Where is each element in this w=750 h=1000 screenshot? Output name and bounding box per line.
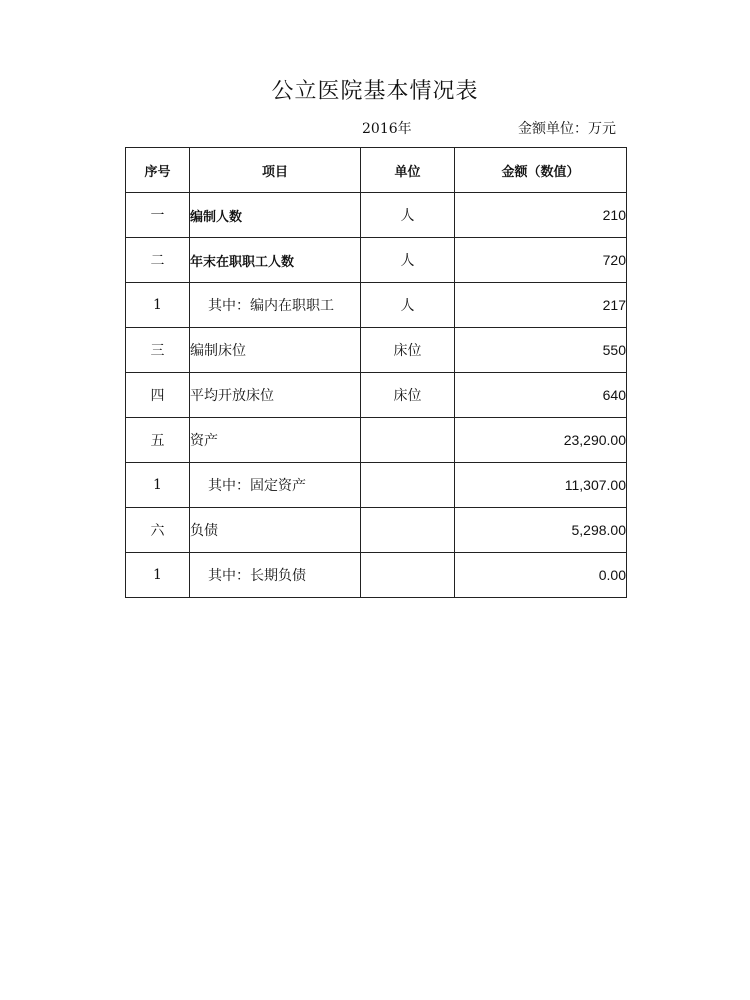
row-unit — [361, 418, 455, 463]
row-item: 编制床位 — [190, 328, 361, 373]
row-unit — [361, 508, 455, 553]
table-row — [126, 418, 627, 463]
row-amount: 550 — [455, 328, 627, 373]
row-seq: 六 — [126, 508, 190, 553]
table-row — [126, 193, 627, 238]
row-seq: 1 — [126, 283, 190, 328]
row-item: 负债 — [190, 508, 361, 553]
row-seq: 1 — [126, 553, 190, 598]
row-unit: 人 — [361, 193, 455, 238]
table-row — [126, 508, 627, 553]
table-header-row — [126, 148, 627, 193]
row-seq: 1 — [126, 463, 190, 508]
row-seq: 二 — [126, 238, 190, 283]
header-amount: 金额（数值） — [455, 148, 627, 193]
table-row — [126, 373, 627, 418]
row-amount: 11,307.00 — [455, 463, 627, 508]
row-seq: 三 — [126, 328, 190, 373]
row-unit — [361, 463, 455, 508]
row-amount: 640 — [455, 373, 627, 418]
row-amount: 5,298.00 — [455, 508, 627, 553]
row-amount: 217 — [455, 283, 627, 328]
row-item: 其中：固定资产 — [190, 463, 361, 508]
row-unit: 人 — [361, 238, 455, 283]
row-item: 其中：编内在职职工 — [190, 283, 361, 328]
row-item: 编制人数 — [190, 193, 361, 238]
row-item: 年末在职职工人数 — [190, 238, 361, 283]
header-unit: 单位 — [361, 148, 455, 193]
header-item: 项目 — [190, 148, 361, 193]
row-item: 平均开放床位 — [190, 373, 361, 418]
amount-unit-note: 金额单位：万元 — [518, 121, 616, 137]
page-title: 公立医院基本情况表 — [271, 79, 479, 104]
row-amount: 720 — [455, 238, 627, 283]
table-row — [126, 238, 627, 283]
row-amount: 23,290.00 — [455, 418, 627, 463]
row-item: 其中：长期负债 — [190, 553, 361, 598]
table-row — [126, 553, 627, 598]
row-unit: 床位 — [361, 328, 455, 373]
table-row — [126, 463, 627, 508]
row-unit: 人 — [361, 283, 455, 328]
row-seq: 五 — [126, 418, 190, 463]
row-amount: 0.00 — [455, 553, 627, 598]
row-item: 资产 — [190, 418, 361, 463]
row-unit: 床位 — [361, 373, 455, 418]
header-seq: 序号 — [126, 148, 190, 193]
hospital-basic-info-table — [125, 147, 627, 598]
row-seq: 四 — [126, 373, 190, 418]
row-amount: 210 — [455, 193, 627, 238]
table-row — [126, 283, 627, 328]
row-unit — [361, 553, 455, 598]
table-row — [126, 328, 627, 373]
row-seq: 一 — [126, 193, 190, 238]
report-year: 2016年 — [362, 121, 412, 137]
